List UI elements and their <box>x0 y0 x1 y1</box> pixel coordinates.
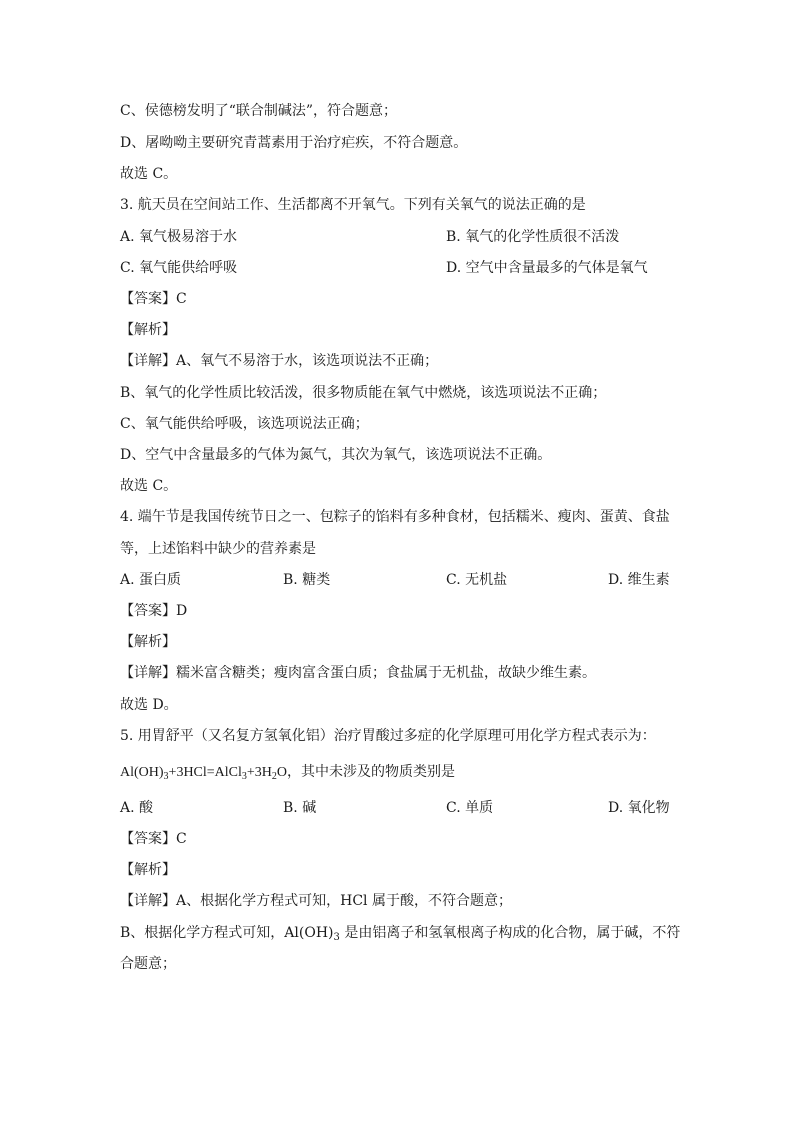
q4-option-d: D. 维生素 <box>608 572 670 588</box>
q5-option-a: A. 酸 <box>120 800 154 816</box>
q5-detail: 合题意； <box>120 956 176 972</box>
q4-selection: 故选 D。 <box>120 697 178 713</box>
q3-selection: 故选 C。 <box>120 478 178 494</box>
q4-option-c: C. 无机盐 <box>446 572 508 588</box>
q3-option-c: C. 氧气能供给呼吸 <box>120 260 238 276</box>
q5-stem-tail: ，其中未涉及的物质类别是 <box>287 764 456 780</box>
question-3-stem: 3. 航天员在空间站工作、生活都离不开氧气。下列有关氧气的说法正确的是 <box>120 197 586 213</box>
q5-option-d: D. 氧化物 <box>608 800 670 816</box>
q3-option-b: B. 氧气的化学性质很不活泼 <box>446 229 620 245</box>
q5-equation-line <box>120 763 680 782</box>
question-5-stem: 5. 用胃舒平（又名复方氢氧化铝）治疗胃酸过多症的化学原理可用化学方程式表示为： <box>120 728 656 744</box>
q4-answer: 【答案】D <box>120 603 188 619</box>
question-4-stem: 4. 端午节是我国传统节日之一、包粽子的馅料有多种食材，包括糯米、瘦肉、蛋黄、食盐 <box>120 509 670 525</box>
q3-option-d: D. 空气中含量最多的气体是氧气 <box>446 260 648 276</box>
q3-answer: 【答案】C <box>120 291 187 307</box>
q3-detail: 【详解】A、氧气不易溶于水，该选项说法不正确； <box>120 353 439 369</box>
q4-option-a: A. 蛋白质 <box>120 572 182 588</box>
q4-analysis-heading: 【解析】 <box>120 634 176 650</box>
q5-detail: 【详解】A、根据化学方程式可知，HCl 属于酸，不符合题意； <box>120 893 512 909</box>
q5-answer: 【答案】C <box>120 831 187 847</box>
text-line: 故选 C。 <box>120 166 178 182</box>
q4-option-b: B. 糖类 <box>283 572 331 588</box>
q5-analysis-heading: 【解析】 <box>120 862 176 878</box>
q4-detail: 【详解】糯米富含糖类；瘦肉富含蛋白质；食盐属于无机盐，故缺少维生素。 <box>120 665 596 681</box>
q5-equation: $Al(OH)_3+3HCl=AlCl_3+3H_2O$ <box>120 765 288 782</box>
q3-detail: D、空气中含量最多的气体为氮气，其次为氧气，该选项说法不正确。 <box>120 447 552 463</box>
question-4-stem: 等，上述馅料中缺少的营养素是 <box>120 541 316 557</box>
q3-detail: C、氧气能供给呼吸，该选项说法正确； <box>120 416 369 432</box>
text-line: C、侯德榜发明了“联合制碱法”，符合题意； <box>120 103 398 119</box>
q3-detail: B、氧气的化学性质比较活泼，很多物质能在氧气中燃烧，该选项说法不正确； <box>120 385 607 401</box>
q3-analysis-heading: 【解析】 <box>120 322 176 338</box>
text-line: D、屠呦呦主要研究青蒿素用于治疗疟疾，不符合题意。 <box>120 135 468 151</box>
q5-option-b: B. 碱 <box>283 800 317 816</box>
q5-option-c: C. 单质 <box>446 800 494 816</box>
q5-detail: B、根据化学方程式可知，$Al(OH)_3$ 是由铝离子和氢氧根离子构成的化合物，属于碱，不符 <box>120 925 681 943</box>
q3-option-a: A. 氧气极易溶于水 <box>120 229 238 245</box>
